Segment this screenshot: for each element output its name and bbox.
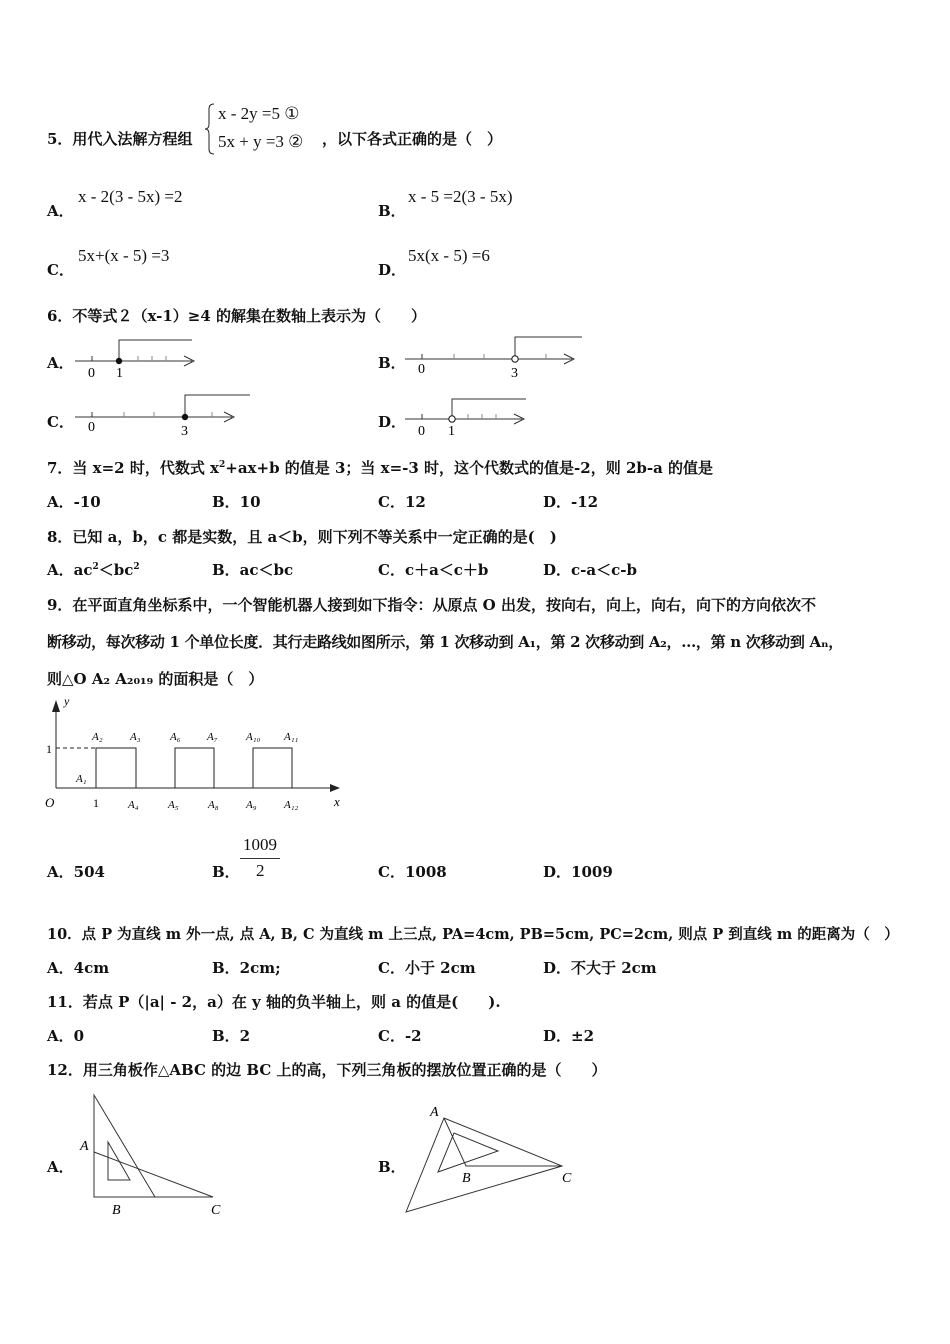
q12-b-point-b: B [462, 1171, 471, 1186]
q6-c-tick-0: 0 [88, 420, 95, 435]
q5-option-d-expr: 5x(x - 5) =6 [408, 246, 490, 265]
q7-stem: 7．当 x=2 时，代数式 $x^2+ax+b$ 的值是 3；当 x=-3 时，这个代数式的值是-2，则 2b-a 的值是 [47, 459, 714, 477]
q9-one-y: 1 [46, 742, 52, 756]
q9-option-b-denominator: 2 [256, 861, 265, 880]
q10-stem: 10．点 P 为直线 m 外一点, 点 A, B, C 为直线 m 上三点, PA=4cm, PB=5cm, PC=2cm, 则点 P 到直线 m 的距离为（ ） [47, 926, 899, 943]
q9-axis-x: x [334, 794, 340, 809]
q6-a-tick-0: 0 [88, 366, 95, 381]
q6-option-c-number-line [70, 391, 255, 439]
q9-label-a1: A₁ [76, 773, 87, 785]
q6-option-a-label[interactable]: A． [47, 354, 74, 372]
q12-b-point-a: A [430, 1105, 439, 1120]
q6-option-d-label[interactable]: D． [378, 413, 407, 431]
q12-option-b-label[interactable]: B． [378, 1158, 406, 1176]
q9-label-a8: A₈ [208, 799, 219, 811]
q7-option-d[interactable]: D．-12 [543, 493, 599, 511]
q9-origin: O [45, 795, 55, 810]
q6-stem: 6．不等式２（x-1）≥4 的解集在数轴上表示为（ ） [47, 307, 427, 325]
q8-option-b[interactable]: B．ac＜bc [212, 561, 294, 579]
q12-option-a-label[interactable]: A． [47, 1158, 74, 1176]
q6-option-b-label[interactable]: B． [378, 354, 406, 372]
q5-option-c-label[interactable]: C． [47, 261, 74, 279]
q8-stem: 8．已知 a，b，c 都是实数，且 a＜b，则下列不等关系中一定正确的是( ) [47, 528, 557, 546]
q6-option-b-number-line [400, 333, 585, 381]
q6-b-tick-0: 0 [418, 362, 425, 377]
q9-label-a6: A₆ [170, 731, 181, 743]
q9-option-a[interactable]: A．504 [47, 863, 105, 881]
q5-option-a-expr: x - 2(3 - 5x) =2 [78, 187, 183, 206]
q9-label-a10: A₁₀ [246, 731, 261, 743]
q9-option-b-numerator: 1009 [243, 835, 277, 854]
q8-option-a[interactable]: A．$ac^2<bc^2$ [47, 561, 140, 579]
q5-stem-after: ，以下各式正确的是（ ） [322, 130, 503, 148]
q9-label-a5: A₅ [168, 799, 179, 811]
q9-stem-line-2: 断移动，每次移动 1 个单位长度．其行走路线如图所示，第 1 次移动到 A₁，第 2 次移动到 A₂，…，第 n 次移动到 Aₙ， [47, 633, 844, 651]
q9-axis-y: y [64, 695, 70, 708]
q6-d-tick-0: 0 [418, 424, 425, 439]
q9-option-b-label[interactable]: B． [212, 863, 240, 881]
q5-option-d-label[interactable]: D． [378, 261, 407, 279]
q11-option-d[interactable]: D．±2 [543, 1027, 595, 1045]
q5-brace [205, 103, 215, 155]
q10-option-a[interactable]: A．4cm [47, 959, 110, 977]
q5-option-b-label[interactable]: B． [378, 202, 406, 220]
q9-robot-path-figure [40, 695, 350, 815]
q12-b-point-c: C [562, 1171, 572, 1186]
q7-option-b[interactable]: B．10 [212, 493, 261, 511]
q5-option-b-expr: x - 5 =2(3 - 5x) [408, 187, 513, 206]
q11-stem: 11．若点 P（|a| - 2，a）在 y 轴的负半轴上，则 a 的值是( ). [47, 993, 501, 1011]
q12-a-point-b: B [112, 1203, 121, 1218]
q6-b-tick-1: 3 [511, 366, 518, 381]
q11-option-b[interactable]: B．2 [212, 1027, 251, 1045]
q5-stem-before: 5．用代入法解方程组 [47, 130, 193, 148]
q9-label-a7: A₇ [207, 731, 218, 743]
q11-option-a[interactable]: A．0 [47, 1027, 85, 1045]
q12-option-b-figure [400, 1100, 590, 1220]
q8-option-d[interactable]: D．c-a＜c-b [543, 561, 637, 579]
q9-label-a4: A₄ [128, 799, 139, 811]
q9-option-c[interactable]: C．1008 [378, 863, 447, 881]
q6-option-d-number-line [400, 393, 535, 439]
q9-label-a2: A₂ [92, 731, 103, 743]
q6-d-tick-1: 1 [448, 424, 455, 439]
q10-option-b[interactable]: B．2cm; [212, 959, 281, 977]
q9-option-b-fraction-bar [240, 858, 280, 859]
q6-option-a-number-line [70, 335, 205, 381]
q9-label-a3: A₃ [130, 731, 141, 743]
q5-equation-1: x - 2y =5 ① [218, 104, 300, 123]
q12-a-point-a: A [80, 1139, 89, 1154]
q11-option-c[interactable]: C．-2 [378, 1027, 422, 1045]
q9-stem-line-3: 则△O A₂ A₂₀₁₉ 的面积是（ ） [47, 670, 264, 688]
q9-stem-line-1: 9．在平面直角坐标系中，一个智能机器人接到如下指令：从原点 O 出发，按向右，向上，向右，向下的方向依次不 [47, 596, 816, 614]
q12-stem: 12．用三角板作△ABC 的边 BC 上的高，下列三角板的摆放位置正确的是（ ） [47, 1061, 607, 1079]
q6-option-c-label[interactable]: C． [47, 413, 74, 431]
q9-one-x: 1 [93, 796, 99, 810]
q9-label-a11: A₁₁ [284, 731, 299, 743]
q9-option-d[interactable]: D．1009 [543, 863, 613, 881]
q5-option-a-label[interactable]: A． [47, 202, 74, 220]
q5-equation-2: 5x + y =3 ② [218, 132, 304, 151]
q12-a-point-c: C [211, 1203, 221, 1218]
q5-option-c-expr: 5x+(x - 5) =3 [78, 246, 170, 265]
q6-a-tick-1: 1 [116, 366, 123, 381]
q10-option-c[interactable]: C．小于 2cm [378, 959, 476, 977]
q7-option-c[interactable]: C．12 [378, 493, 426, 511]
q10-option-d[interactable]: D．不大于 2cm [543, 959, 657, 977]
q6-c-tick-1: 3 [181, 424, 188, 439]
q9-label-a12: A₁₂ [284, 799, 299, 811]
q12-option-a-figure [75, 1090, 235, 1220]
q8-option-c[interactable]: C．c＋a＜c＋b [378, 561, 489, 579]
q9-label-a9: A₉ [246, 799, 257, 811]
q7-option-a[interactable]: A．-10 [47, 493, 101, 511]
